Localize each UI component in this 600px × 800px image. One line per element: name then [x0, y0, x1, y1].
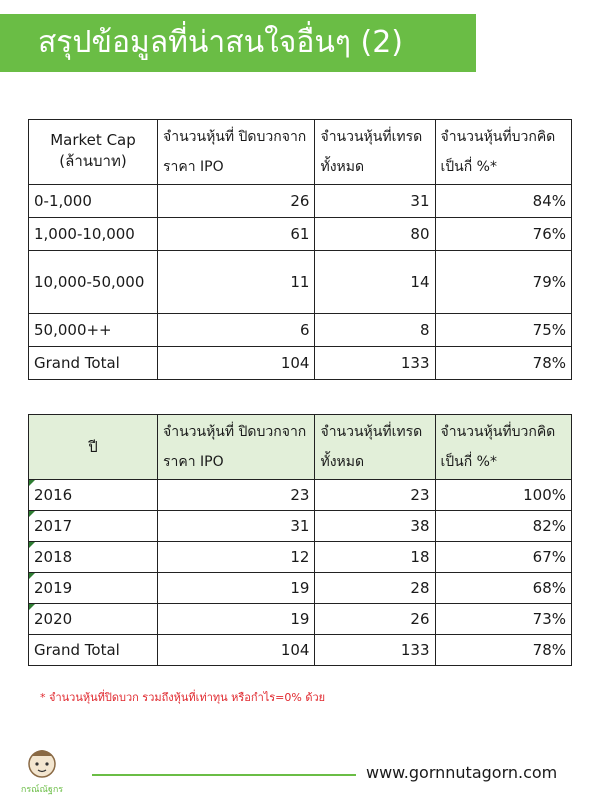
cell-percent: 76%: [435, 218, 572, 251]
cell-percent: 79%: [435, 251, 572, 314]
cell-positive: 12: [158, 542, 315, 573]
cell-positive: 26: [158, 185, 315, 218]
header-positive-percent: จำนวนหุ้นที่บวกคิดเป็นกี่ %*: [435, 120, 572, 185]
cell-percent: 67%: [435, 542, 572, 573]
cell-positive: 11: [158, 251, 315, 314]
logo-text: กรณ์ณัฐกร: [20, 785, 64, 795]
table-row: [29, 314, 572, 347]
cell-year: Grand Total: [29, 635, 158, 666]
cell-percent: 84%: [435, 185, 572, 218]
cell-percent: 82%: [435, 511, 572, 542]
cell-year: 2017: [29, 511, 158, 542]
cell-traded: 31: [315, 185, 435, 218]
header-total-traded: จำนวนหุ้นที่เทรดทั้งหมด: [315, 415, 435, 480]
website-link[interactable]: www.gornnutagorn.com: [366, 763, 558, 782]
year-table: [28, 414, 572, 666]
footnote: * จำนวนหุ้นที่ปิดบวก รวมถึงหุ้นที่เท่าทุน หรือกำไร=0% ด้วย: [40, 691, 326, 704]
cell-traded: 26: [315, 604, 435, 635]
cell-range: 50,000++: [29, 314, 158, 347]
cell-traded: 80: [315, 218, 435, 251]
footer-divider: [92, 774, 356, 776]
header-closed-positive: จำนวนหุ้นที่ ปิดบวกจากราคา IPO: [158, 415, 315, 480]
grand-total-row: [29, 635, 572, 666]
table-row: [29, 542, 572, 573]
table-row: [29, 480, 572, 511]
cell-traded: 133: [315, 635, 435, 666]
cell-percent: 68%: [435, 573, 572, 604]
cell-traded: 18: [315, 542, 435, 573]
cell-percent: 78%: [435, 635, 572, 666]
table-row: [29, 573, 572, 604]
header-total-traded: จำนวนหุ้นที่เทรดทั้งหมด: [315, 120, 435, 185]
cell-percent: 73%: [435, 604, 572, 635]
cell-positive: 23: [158, 480, 315, 511]
cell-positive: 61: [158, 218, 315, 251]
page-title-banner: [0, 14, 476, 72]
cell-traded: 8: [315, 314, 435, 347]
grand-total-row: [29, 347, 572, 380]
cell-percent: 78%: [435, 347, 572, 380]
table-row: [29, 251, 572, 314]
cell-positive: 31: [158, 511, 315, 542]
cell-percent: 100%: [435, 480, 572, 511]
cell-percent: 75%: [435, 314, 572, 347]
header-positive-percent: จำนวนหุ้นที่บวกคิดเป็นกี่ %*: [435, 415, 572, 480]
table-header-row: [29, 415, 572, 480]
header-closed-positive: จำนวนหุ้นที่ ปิดบวกจากราคา IPO: [158, 120, 315, 185]
header-year: ปี: [29, 415, 158, 480]
cell-year: 2019: [29, 573, 158, 604]
cell-positive: 19: [158, 604, 315, 635]
table-row: [29, 218, 572, 251]
cell-range: 10,000-50,000: [29, 251, 158, 314]
table-header-row: [29, 120, 572, 185]
cell-year: 2016: [29, 480, 158, 511]
cell-traded: 133: [315, 347, 435, 380]
cell-positive: 104: [158, 635, 315, 666]
logo-icon: [12, 742, 72, 796]
cell-range: Grand Total: [29, 347, 158, 380]
cell-range: 1,000-10,000: [29, 218, 158, 251]
table-row: [29, 604, 572, 635]
cell-traded: 14: [315, 251, 435, 314]
header-market-cap: Market Cap (ล้านบาท): [29, 120, 158, 185]
cell-positive: 104: [158, 347, 315, 380]
cell-year: 2018: [29, 542, 158, 573]
page-title: สรุปข้อมูลที่น่าสนใจอื่นๆ (2): [38, 25, 403, 60]
cell-year: 2020: [29, 604, 158, 635]
table-row: [29, 511, 572, 542]
cell-positive: 6: [158, 314, 315, 347]
cell-positive: 19: [158, 573, 315, 604]
cell-traded: 38: [315, 511, 435, 542]
cell-range: 0-1,000: [29, 185, 158, 218]
table-row: [29, 185, 572, 218]
cell-traded: 23: [315, 480, 435, 511]
cell-traded: 28: [315, 573, 435, 604]
market-cap-table: [28, 119, 572, 380]
